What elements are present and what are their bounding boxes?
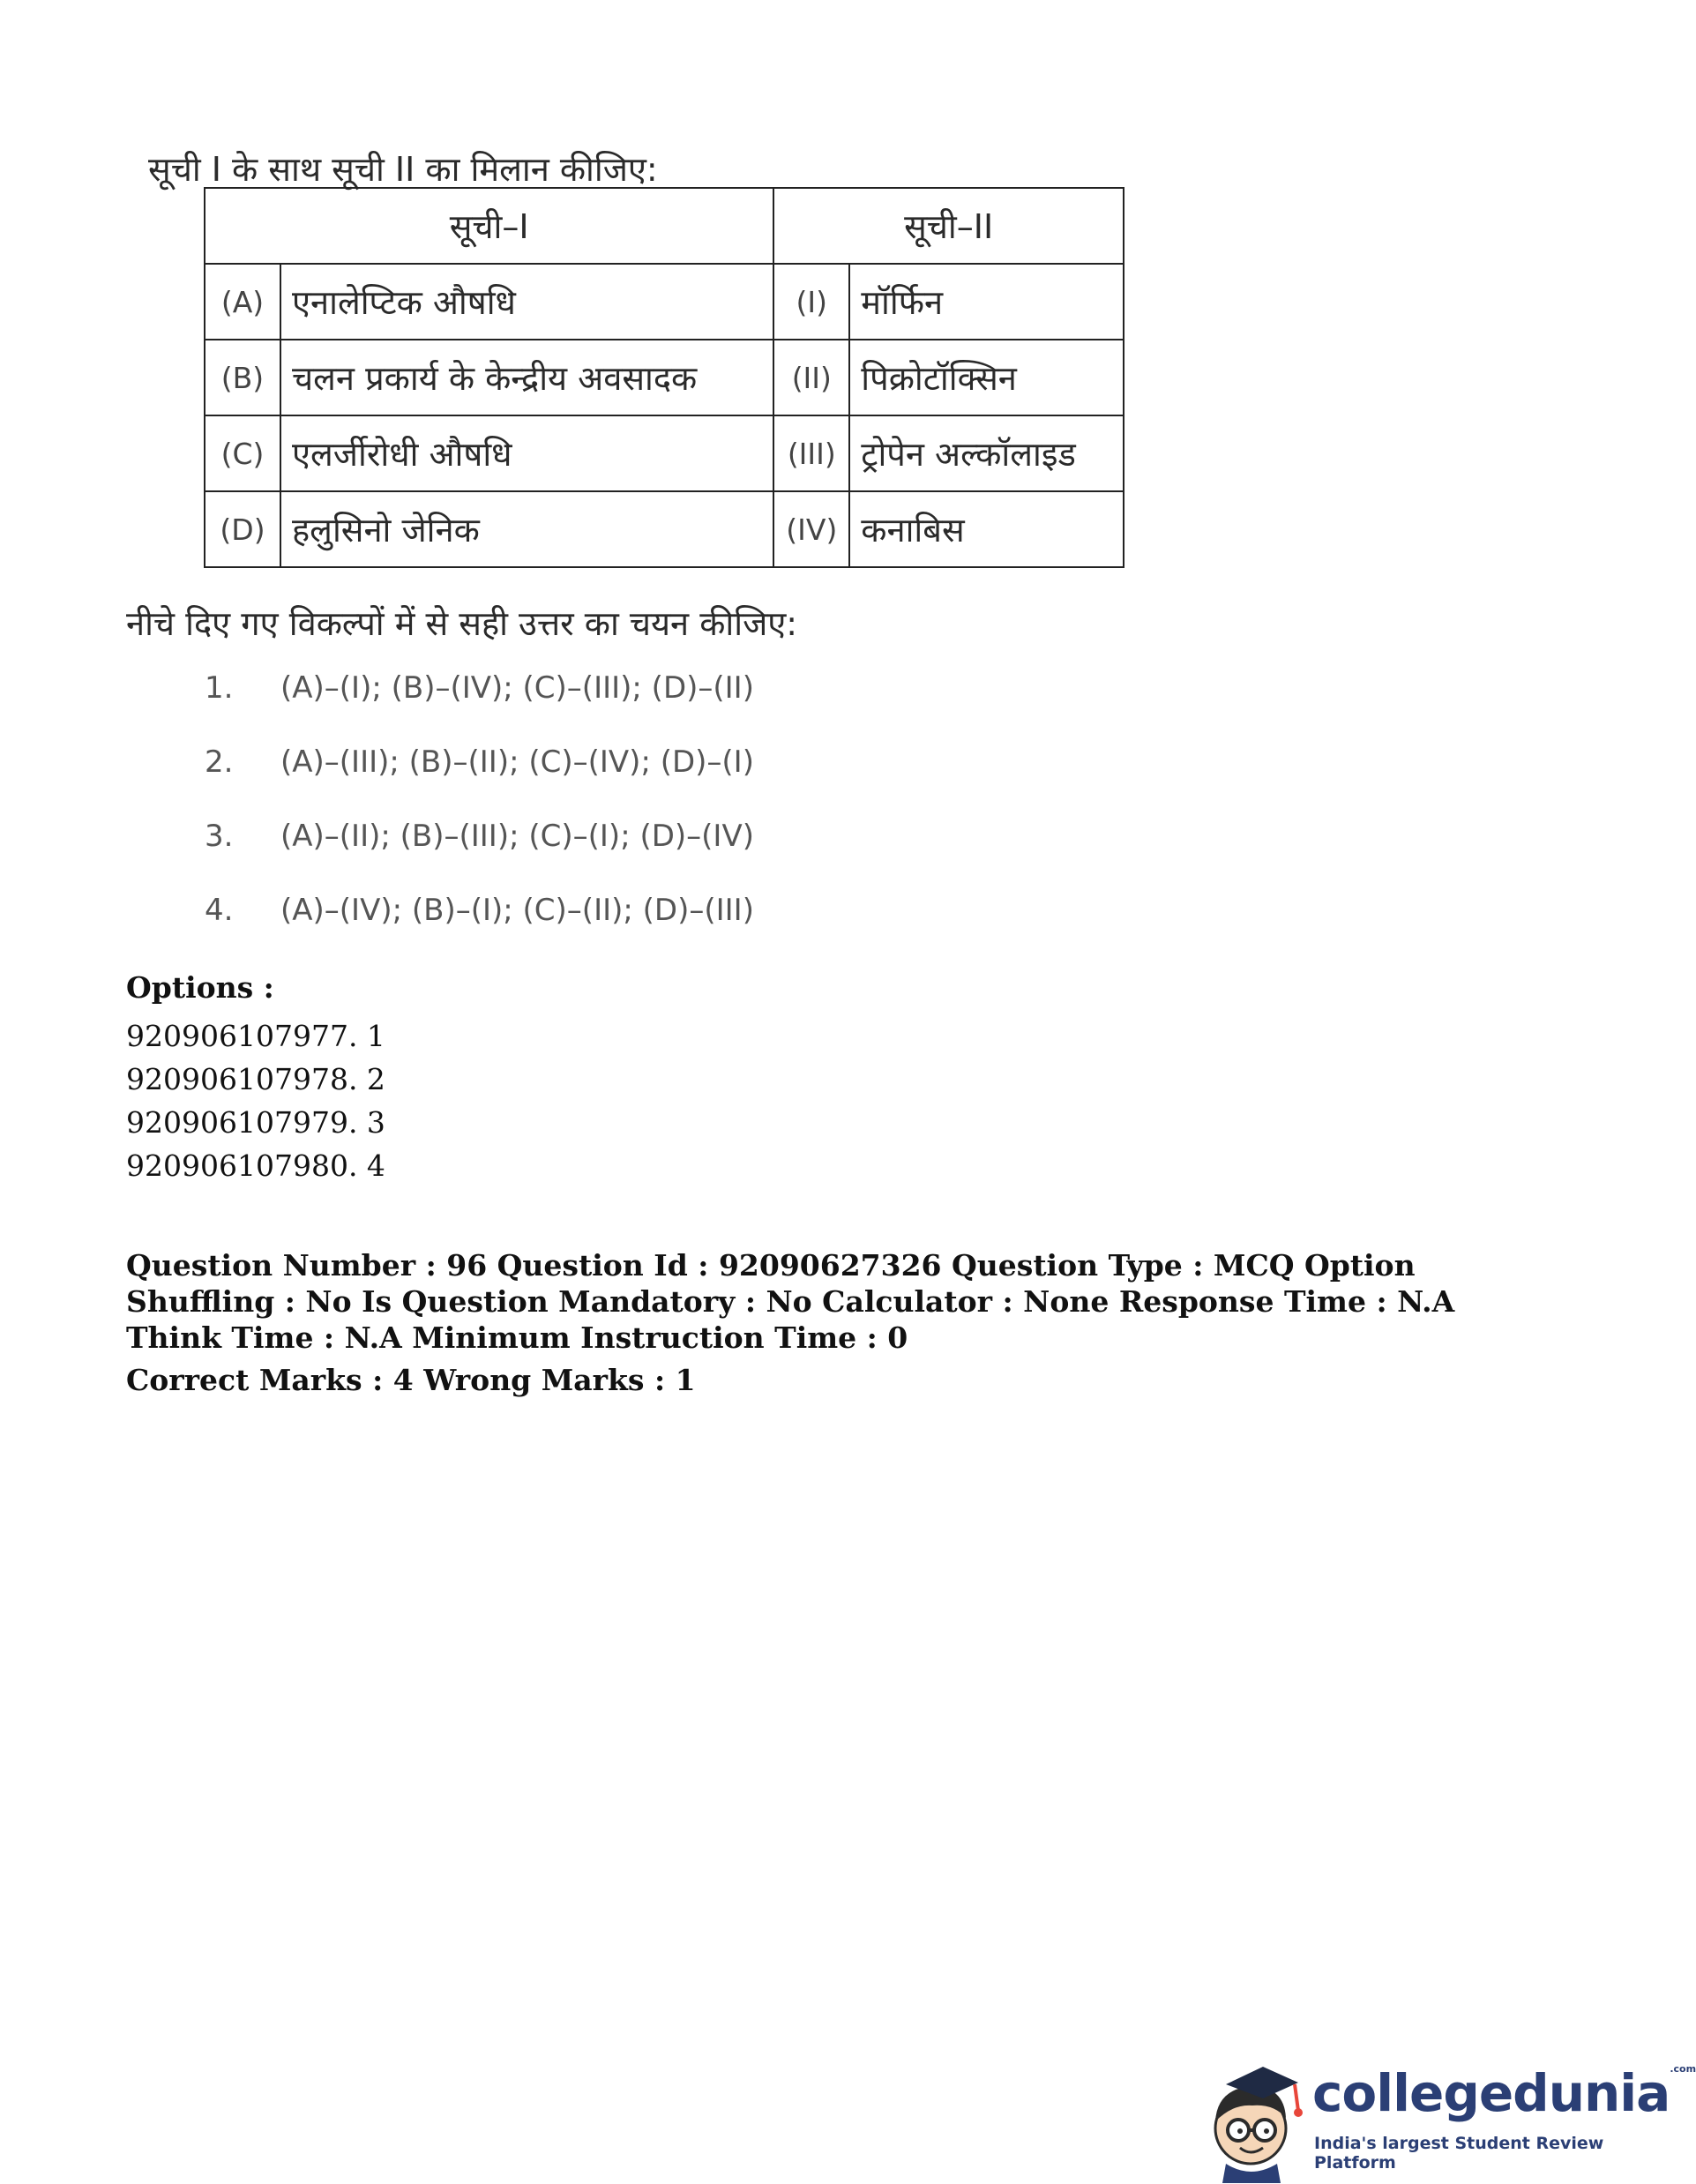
left-text: एलर्जीरोधी औषधि (280, 415, 773, 491)
right-code: (III) (773, 415, 849, 491)
choice-number: 4. (205, 893, 234, 928)
option-item: 920906107980. 4 (126, 1148, 385, 1183)
left-code: (B) (205, 340, 280, 415)
left-code: (C) (205, 415, 280, 491)
brand-word: collegedunia (1312, 2063, 1670, 2123)
left-text: एनालेप्टिक औषधि (280, 264, 773, 340)
right-code: (IV) (773, 491, 849, 567)
choice-number: 1. (205, 670, 234, 706)
left-text: हलुसिनो जेनिक (280, 491, 773, 567)
choice-text: (A)–(I); (B)–(IV); (C)–(III); (D)–(II) (280, 670, 754, 706)
choice-item (205, 819, 754, 893)
right-code: (I) (773, 264, 849, 340)
choice-text: (A)–(II); (B)–(III); (C)–(I); (D)–(IV) (280, 819, 754, 854)
instruction-text: नीचे दिए गए विकल्पों में से सही उत्तर का चयन कीजिए: (126, 604, 798, 643)
left-code: (A) (205, 264, 280, 340)
left-code: (D) (205, 491, 280, 567)
option-item: 920906107979. 3 (126, 1105, 385, 1140)
choice-text: (A)–(IV); (B)–(I); (C)–(II); (D)–(III) (280, 893, 754, 928)
brand-com: .com (1670, 2063, 1696, 2075)
question-info: Question Number : 96 Question Id : 92090627326 Question Type : MCQ Option Shuffling : No Is Question Mandatory : No Calculator : None Response Time : N.A Think Time : N.A Minimum Instruction Time : 0 (126, 1248, 1455, 1355)
choice-number: 3. (205, 819, 234, 854)
choice-number: 2. (205, 744, 234, 780)
right-text: कनाबिस (849, 491, 1124, 567)
choice-text: (A)–(III); (B)–(II); (C)–(IV); (D)–(I) (280, 744, 754, 780)
right-text: मॉर्फिन (849, 264, 1124, 340)
table-row (205, 264, 1124, 340)
header-list-2: सूची–II (773, 188, 1124, 264)
options-list (126, 1014, 385, 1187)
right-code: (II) (773, 340, 849, 415)
table-row (205, 491, 1124, 567)
left-text: चलन प्रकार्य के केन्द्रीय अवसादक (280, 340, 773, 415)
match-table (204, 187, 1124, 568)
mascot-icon (1199, 2060, 1311, 2183)
marks-info: Correct Marks : 4 Wrong Marks : 1 (126, 1363, 696, 1397)
brand-tagline: India's largest Student Review Platform (1314, 2134, 1604, 2173)
header-list-1: सूची–I (205, 188, 773, 264)
collegedunia-logo (1199, 2060, 1696, 2183)
right-text: ट्रोपेन अल्कॉलाइड (849, 415, 1124, 491)
choice-item (205, 893, 754, 967)
brand-name (1312, 2063, 1696, 2123)
question-heading: सूची I के साथ सूची II का मिलान कीजिए: (148, 150, 658, 189)
table-header-row (205, 188, 1124, 264)
table-row (205, 340, 1124, 415)
option-item: 920906107978. 2 (126, 1062, 385, 1096)
options-title: Options : (126, 970, 274, 1005)
table-row (205, 415, 1124, 491)
choice-list (205, 670, 754, 967)
option-item: 920906107977. 1 (126, 1019, 385, 1053)
choice-item (205, 670, 754, 744)
choice-item (205, 744, 754, 819)
right-text: पिक्रोटॉक्सिन (849, 340, 1124, 415)
